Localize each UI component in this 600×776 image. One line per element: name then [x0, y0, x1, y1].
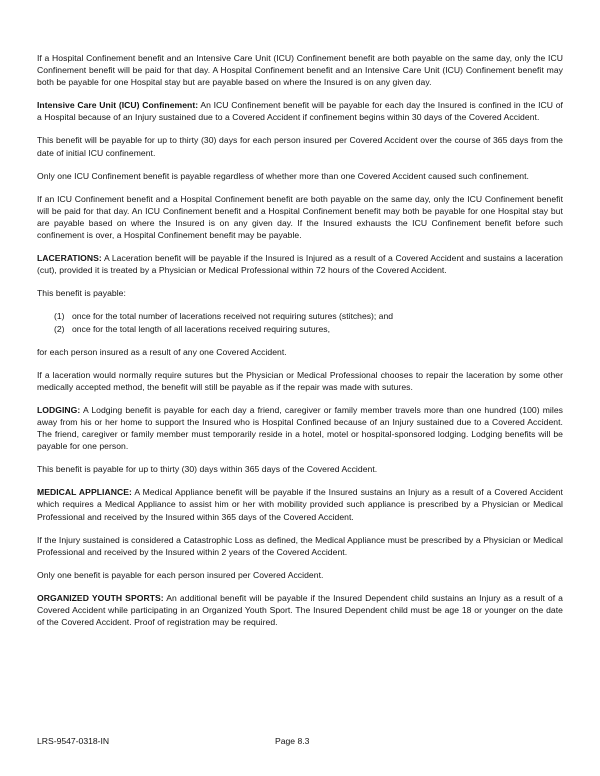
paragraph-list-intro: This benefit is payable:	[37, 288, 126, 299]
list-item	[37, 323, 563, 335]
section-organized-youth-sports	[37, 592, 563, 628]
section-lacerations	[37, 252, 563, 276]
page-number: Page 8.3	[275, 736, 310, 746]
section-heading-organized-youth-sports: ORGANIZED YOUTH SPORTS:	[37, 592, 164, 603]
list-item-number: (1)	[54, 311, 65, 322]
form-number: LRS-9547-0318-IN	[37, 736, 110, 746]
list-item-text: once for the total length of all lacerations received requiring sutures,	[72, 323, 330, 334]
section-text-medical-appliance: A Medical Appliance benefit will be payable if the Insured sustains an Injury as a result of a Covered Accident which requires a Medical Appliance to assist him or her with mobility provided such appliance is prescribed by a Physician or Medical Professional and received by the Insured within 365 days of the Covered Accident.	[37, 487, 563, 522]
laceration-payable-list	[37, 310, 563, 334]
list-item	[37, 310, 563, 322]
paragraph-per-person-accident: for each person insured as a result of any one Covered Accident.	[37, 346, 287, 357]
page-footer	[37, 735, 563, 749]
section-heading-icu-confinement: Intensive Care Unit (ICU) Confinement:	[37, 100, 199, 111]
list-item-number: (2)	[54, 323, 65, 334]
paragraph-catastrophic-loss-appliance: If the Injury sustained is considered a Catastrophic Loss as defined, the Medical Appliance must be prescribed by a Physician or Medical Professional and received by the Insured within 2 years of the Covered Accident.	[37, 534, 563, 557]
section-heading-medical-appliance: MEDICAL APPLIANCE:	[37, 487, 132, 498]
section-text-icu-confinement: An ICU Confinement benefit will be payable for each day the Insured is confined in the ICU of a Hospital because of an Injury sustained due to a Covered Accident if confinement begins within 30 days of the Covered Accident.	[37, 100, 563, 123]
document-body	[37, 52, 563, 628]
paragraph-icu-duration: This benefit will be payable for up to thirty (30) days for each person insured per Covered Accident over the course of 365 days from the date of initial ICU confinement.	[37, 135, 563, 158]
section-lodging	[37, 404, 563, 452]
paragraph-icu-single-benefit: Only one ICU Confinement benefit is payable regardless of whether more than one Covered Accident caused such confinement.	[37, 170, 529, 181]
section-text-lacerations: A Laceration benefit will be payable if the Insured is Injured as a result of a Covered Accident and sustains a laceration (cut), provided it is treated by a Physician or Medical Professional within 72 hours of the Covered Accident.	[37, 253, 563, 276]
paragraph-lodging-duration: This benefit is payable for up to thirty (30) days within 365 days of the Covered Accident.	[37, 464, 378, 475]
section-icu-confinement	[37, 99, 563, 123]
section-medical-appliance	[37, 486, 563, 522]
paragraph-icu-hospital-coordination: If an ICU Confinement benefit and a Hospital Confinement benefit are both payable on the same day, only the ICU Confinement benefit will be paid for that day. An ICU Confinement benefit and a Hospital Confinement benefit may both be payable for one Hospital stay but are payable based on where the Insured is on any given day. If the Insured exhausts the ICU Confinement benefit before such confinement is over, a Hospital Confinement benefit may be payable.	[37, 193, 563, 241]
section-text-organized-youth-sports: An additional benefit will be payable if the Insured Dependent child sustains an Injury as a result of a Covered Accident while participating in an Organized Youth Sport. The Insured Dependent child must be age 18 or younger on the date of the Covered Accident. Proof of registration may be required.	[37, 592, 564, 628]
section-text-lodging: A Lodging benefit is payable for each day a friend, caregiver or family member travels more than one hundred (100) miles away from his or her home to support the Insured who is Hospital Confined because of an Injury sustained due to a Covered Accident. The friend, caregiver or family member must temporarily reside in a hotel, motel or hospital-sponsored lodging. Lodging benefits will be payable for one person.	[37, 404, 563, 452]
paragraph-laceration-alternate-repair: If a laceration would normally require sutures but the Physician or Medical Professional chooses to repair the laceration by some other medically accepted method, the benefit will still be payable as if the repair was made with sutures.	[37, 369, 563, 392]
list-item-text: once for the total number of lacerations received not requiring sutures (stitches); and	[72, 311, 394, 322]
paragraph-single-appliance-benefit: Only one benefit is payable for each person insured per Covered Accident.	[37, 569, 324, 580]
section-heading-lodging: LODGING:	[37, 404, 81, 415]
paragraph-hospital-icu-overlap: If a Hospital Confinement benefit and an Intensive Care Unit (ICU) Confinement benefit are both payable on the same day, only the ICU Confinement benefit will be paid for that day. A Hospital Confinement benefit and an Intensive Care Unit (ICU) Confinement benefit may both be payable for one Hospital stay but are payable based on where the Insured is on any given day.	[37, 53, 563, 88]
section-heading-lacerations: LACERATIONS:	[37, 253, 102, 264]
